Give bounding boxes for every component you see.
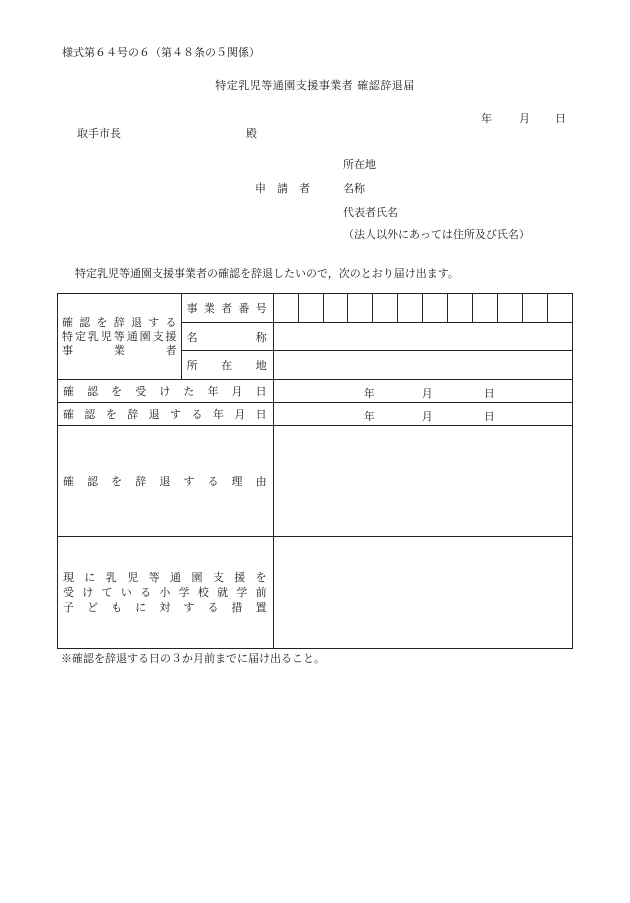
business-number-digit[interactable] [423,294,448,323]
measures-line-3-char: 措 [231,601,243,614]
withdraw-date-label-char: す [170,408,182,421]
business-group-line-3 [62,344,177,358]
withdraw-date-label-char: 退 [148,408,160,421]
reason-label-char: 理 [231,475,243,488]
withdraw-date-label-cell [58,403,274,426]
name-field[interactable] [273,323,572,351]
business-group-line-1-char: す [148,315,160,329]
reason-label-char: 辞 [135,475,147,488]
measures-line-1-char: を [255,571,267,584]
business-group-line-3-char: 事 [62,343,73,357]
measures-line-2-char: 校 [197,586,209,599]
business-group-line-1-char: る [165,315,177,329]
applicant-name-label: 名称 [343,182,365,195]
name-label-char: 名 [186,330,198,344]
confirmed-date-label-char: け [159,385,171,398]
business-number-digit[interactable] [273,294,298,323]
business-group-line-1-char: 退 [131,315,142,329]
business-group-line-2-char: 児 [100,329,112,343]
business-group-line-2-char: 園 [139,329,151,343]
measures-line-1 [63,570,267,585]
withdraw-date-label-char: 確 [63,408,74,421]
withdraw-date-label-char: 年 [212,408,224,421]
business-number-digit[interactable] [398,294,423,323]
business-number-label-char: 号 [255,302,267,315]
measures-line-2-char: 就 [217,586,229,599]
measures-line-1-char: 現 [63,571,74,584]
form-number: 様式第６４号の６（第４８条の５関係） [62,46,260,59]
measures-line-2-char: け [82,586,94,599]
business-group-line-2-char: 特 [62,329,73,343]
confirmed-date-label-char: 年 [207,385,219,398]
date-year-label: 年 [481,112,492,125]
business-number-label-cell [181,294,273,323]
confirmed-date-label-char: 受 [135,385,147,398]
withdraw-date-field[interactable] [273,403,572,426]
measures-line-2 [63,585,267,600]
business-group-line-2-char: 援 [165,329,177,343]
confirmed-date-label-char: 月 [231,385,243,398]
withdraw-date-day-unit: 日 [483,410,495,423]
footnote: ※確認を辞退する日の３か月前までに届け出ること。 [61,652,325,665]
measures-line-1-char: 等 [148,571,160,584]
measures-line-1-char: 援 [234,571,246,584]
business-number-digit[interactable] [448,294,473,323]
reason-label-char: 認 [87,475,99,488]
measures-row [58,537,573,649]
withdraw-date-month-unit: 月 [421,410,433,423]
measures-line-3-char: も [111,601,123,614]
withdraw-date-row [58,403,573,426]
location-field[interactable] [273,351,572,380]
measures-line-3 [63,600,267,615]
measures-line-3-char: す [183,601,195,614]
business-number-label-char: 事 [186,302,198,315]
applicant-address-label: 所在地 [343,158,376,171]
reason-label-char: 由 [255,475,267,488]
business-group-line-2-char: 支 [152,329,164,343]
confirmed-date-label-cell [58,380,274,403]
intro-text: 特定乳児等通園支援事業者の確認を辞退したいので，次のとおり届け出ます。 [75,267,459,280]
confirmed-date-label-char: を [111,385,123,398]
business-number-label-char: 者 [221,302,233,315]
business-number-digit[interactable] [323,294,348,323]
confirmed-date-label-char: 認 [87,385,99,398]
business-number-digit[interactable] [298,294,323,323]
business-group-line-2-char: 乳 [87,329,99,343]
business-number-label-char: 番 [238,302,250,315]
withdraw-date-year-unit: 年 [363,410,375,423]
measures-line-2-char: て [101,586,113,599]
location-label-char: 地 [255,359,267,372]
measures-line-3-char: ど [87,601,99,614]
measures-label-cell [58,537,274,649]
location-label-cell [181,351,273,380]
measures-line-3-char: 対 [159,601,171,614]
business-number-digit[interactable] [472,294,497,323]
measures-field[interactable] [273,537,572,649]
measures-line-1-char: 支 [212,571,224,584]
reason-field[interactable] [273,426,572,537]
applicant-representative-label: 代表者氏名 [343,206,398,219]
withdraw-date-label-char: 月 [234,408,246,421]
measures-line-2-char: い [120,586,132,599]
business-number-row [58,294,573,323]
measures-line-1-char: 乳 [105,571,117,584]
business-group-line-1-char: を [96,315,108,329]
form-title: 特定乳児等通園支援事業者 確認辞退届 [215,79,415,92]
withdraw-date-label-char: を [105,408,117,421]
confirmed-date-month-unit: 月 [421,387,433,400]
confirmed-date-row [58,380,573,403]
business-number-digit[interactable] [497,294,522,323]
name-label-cell [181,323,273,351]
measures-line-2-char: 前 [255,586,267,599]
confirmed-date-label-char: 日 [255,385,267,398]
business-group-line-3-char: 者 [165,343,177,357]
business-group-line-1-char: 確 [62,315,73,329]
location-label-char: 在 [221,359,233,372]
measures-line-3-char: 子 [63,601,74,614]
confirmed-date-year-unit: 年 [363,387,375,400]
business-group-line-2-char: 通 [126,329,138,343]
honorific: 殿 [246,127,257,140]
measures-line-1-char: 園 [191,571,203,584]
withdrawal-table [57,293,573,649]
measures-line-3-char: に [135,601,147,614]
business-number-digit[interactable] [373,294,398,323]
date-day-label: 日 [555,112,566,125]
applicant-label: 申 請 者 [255,182,310,195]
reason-label-char: を [111,475,123,488]
applicant-note: （法人以外にあっては住所及び氏名） [343,228,530,241]
confirmed-date-label-char: た [183,385,195,398]
business-number-label-char: 業 [203,302,215,315]
business-group-line-1-char: 認 [79,315,91,329]
business-group-label [58,294,182,380]
business-group-line-2-char: 定 [74,329,86,343]
business-number-digit[interactable] [547,294,572,323]
confirmed-date-label-char: 確 [63,385,74,398]
withdraw-date-label-char: 日 [255,408,267,421]
business-group-line-1-char: 辞 [113,315,125,329]
location-label-char: 所 [186,359,198,372]
reason-label-char: す [183,475,195,488]
measures-line-1-char: に [84,571,96,584]
reason-label-char: 確 [63,475,74,488]
business-group-line-3-char: 業 [113,343,125,357]
measures-line-1-char: 児 [127,571,139,584]
business-group-line-2-char: 等 [113,329,125,343]
measures-line-3-char: る [207,601,219,614]
measures-line-3-char: 置 [255,601,267,614]
date-month-label: 月 [519,112,530,125]
measures-line-2-char: 学 [178,586,190,599]
business-number-digit[interactable] [522,294,547,323]
reason-label-cell [58,426,274,537]
measures-line-1-char: 通 [170,571,182,584]
confirmed-date-day-unit: 日 [483,387,495,400]
confirmed-date-field[interactable] [273,380,572,403]
withdraw-date-label-char: る [191,408,203,421]
withdraw-date-label-char: 認 [84,408,96,421]
business-group-line-1 [62,316,177,330]
reason-row [58,426,573,537]
reason-label-char: 退 [159,475,171,488]
business-group-line-2 [62,330,177,344]
business-number-digit[interactable] [348,294,373,323]
addressee: 取手市長 [77,127,121,140]
measures-line-2-char: 受 [63,586,74,599]
name-label-char: 称 [255,330,267,344]
reason-label-char: る [207,475,219,488]
withdraw-date-label-char: 辞 [127,408,139,421]
measures-line-2-char: 学 [236,586,248,599]
measures-line-2-char: る [140,586,152,599]
measures-line-2-char: 小 [159,586,171,599]
